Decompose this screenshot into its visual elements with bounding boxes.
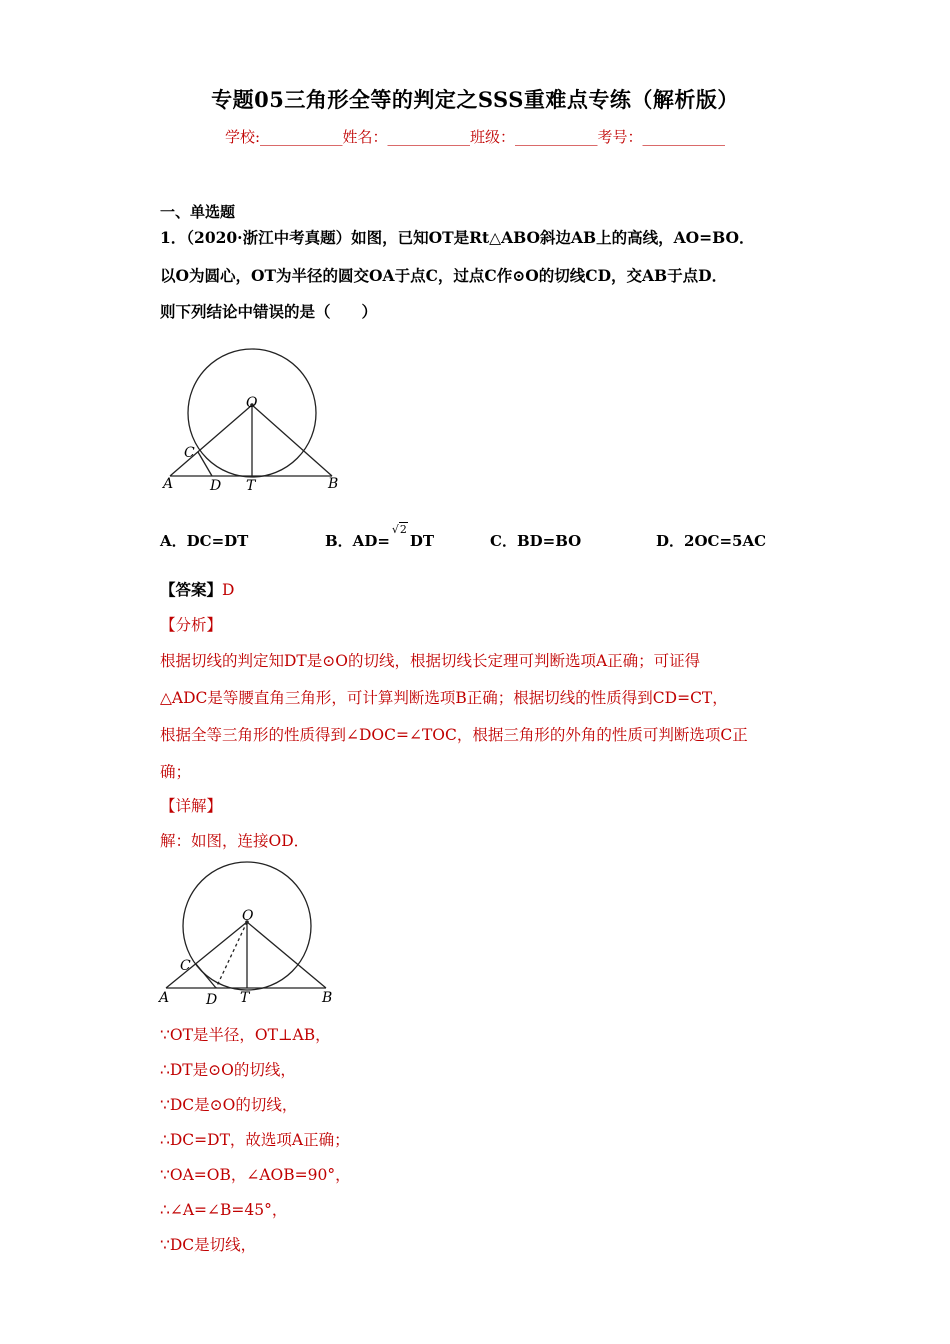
segment-ao (166, 922, 247, 988)
option-b-prefix: B．AD= (325, 532, 390, 550)
detail-step-6: ∴∠A=∠B=45°， (160, 1201, 288, 1219)
detail-step-3: ∵DC是⊙O的切线， (160, 1096, 298, 1114)
label-o: O (246, 395, 258, 411)
label-c: C (184, 445, 195, 461)
question-line-2: 以O为圆心，OT为半径的圆交OA于点C，过点C作⊙O的切线CD，交AB于点D． (160, 266, 728, 285)
answer-line (160, 578, 234, 600)
figure-1 (160, 340, 360, 500)
segment-ob (247, 922, 326, 988)
question-line-3: 则下列结论中错误的是（ ） (160, 302, 378, 321)
option-a: A．DC=DT (160, 532, 249, 550)
analysis-line-3: 根据全等三角形的性质得到∠DOC=∠TOC，根据三角形的外角的性质可判断选项C正 (160, 726, 748, 744)
label-d: D (210, 478, 222, 494)
answer-label: 【答案】 (160, 580, 223, 599)
label-b: B (328, 476, 339, 492)
analysis-line-1: 根据切线的判定知DT是⊙O的切线，根据切线长定理可判断选项A正确；可证得 (160, 652, 701, 670)
analysis-line-2: △ADC是等腰直角三角形，可计算判断选项B正确；根据切线的性质得到CD=CT， (160, 689, 728, 707)
sqrt-symbol: √2 (391, 523, 407, 536)
page-title: 专题05三角形全等的判定之SSS重难点专练（解析版） (211, 87, 739, 112)
segment-cd (196, 964, 216, 988)
section-title: 一、单选题 (160, 203, 236, 221)
student-info-line: 学校:___________姓名：___________班级：___________考号：___________ (224, 128, 726, 146)
detail-label: 【详解】 (160, 797, 223, 815)
figure-2 (156, 856, 356, 1016)
label-c: C (180, 958, 191, 974)
label-d: D (206, 992, 218, 1008)
answer-value: D (222, 581, 235, 599)
analysis-label: 【分析】 (160, 616, 223, 634)
option-d: D．2OC=5AC (656, 532, 767, 550)
label-o: O (242, 908, 254, 924)
segment-ob (252, 405, 332, 476)
option-c: C．BD=BO (490, 532, 582, 550)
option-b-suffix: DT (409, 532, 435, 550)
detail-intro: 解：如图，连接OD． (160, 832, 310, 850)
analysis-line-4: 确； (160, 763, 192, 781)
label-t: T (240, 990, 250, 1006)
label-a: A (159, 990, 170, 1006)
detail-step-2: ∴DT是⊙O的切线， (160, 1061, 296, 1079)
label-b: B (322, 990, 333, 1006)
label-a: A (163, 476, 174, 492)
segment-ao (170, 405, 252, 476)
detail-step-1: ∵OT是半径，OT⊥AB， (160, 1026, 331, 1044)
detail-step-4: ∴DC=DT，故选项A正确； (160, 1131, 350, 1149)
segment-od-dashed (216, 922, 247, 988)
option-b (325, 523, 435, 551)
detail-step-7: ∵DC是切线， (160, 1236, 257, 1254)
detail-step-5: ∵OA=OB，∠AOB=90°， (160, 1166, 351, 1184)
question-line-1: 1．（2020·浙江中考真题）如图，已知OT是Rt△ABO斜边AB上的高线，AO=BO． (160, 228, 755, 247)
sqrt-value: 2 (399, 523, 407, 536)
label-t: T (246, 478, 256, 494)
